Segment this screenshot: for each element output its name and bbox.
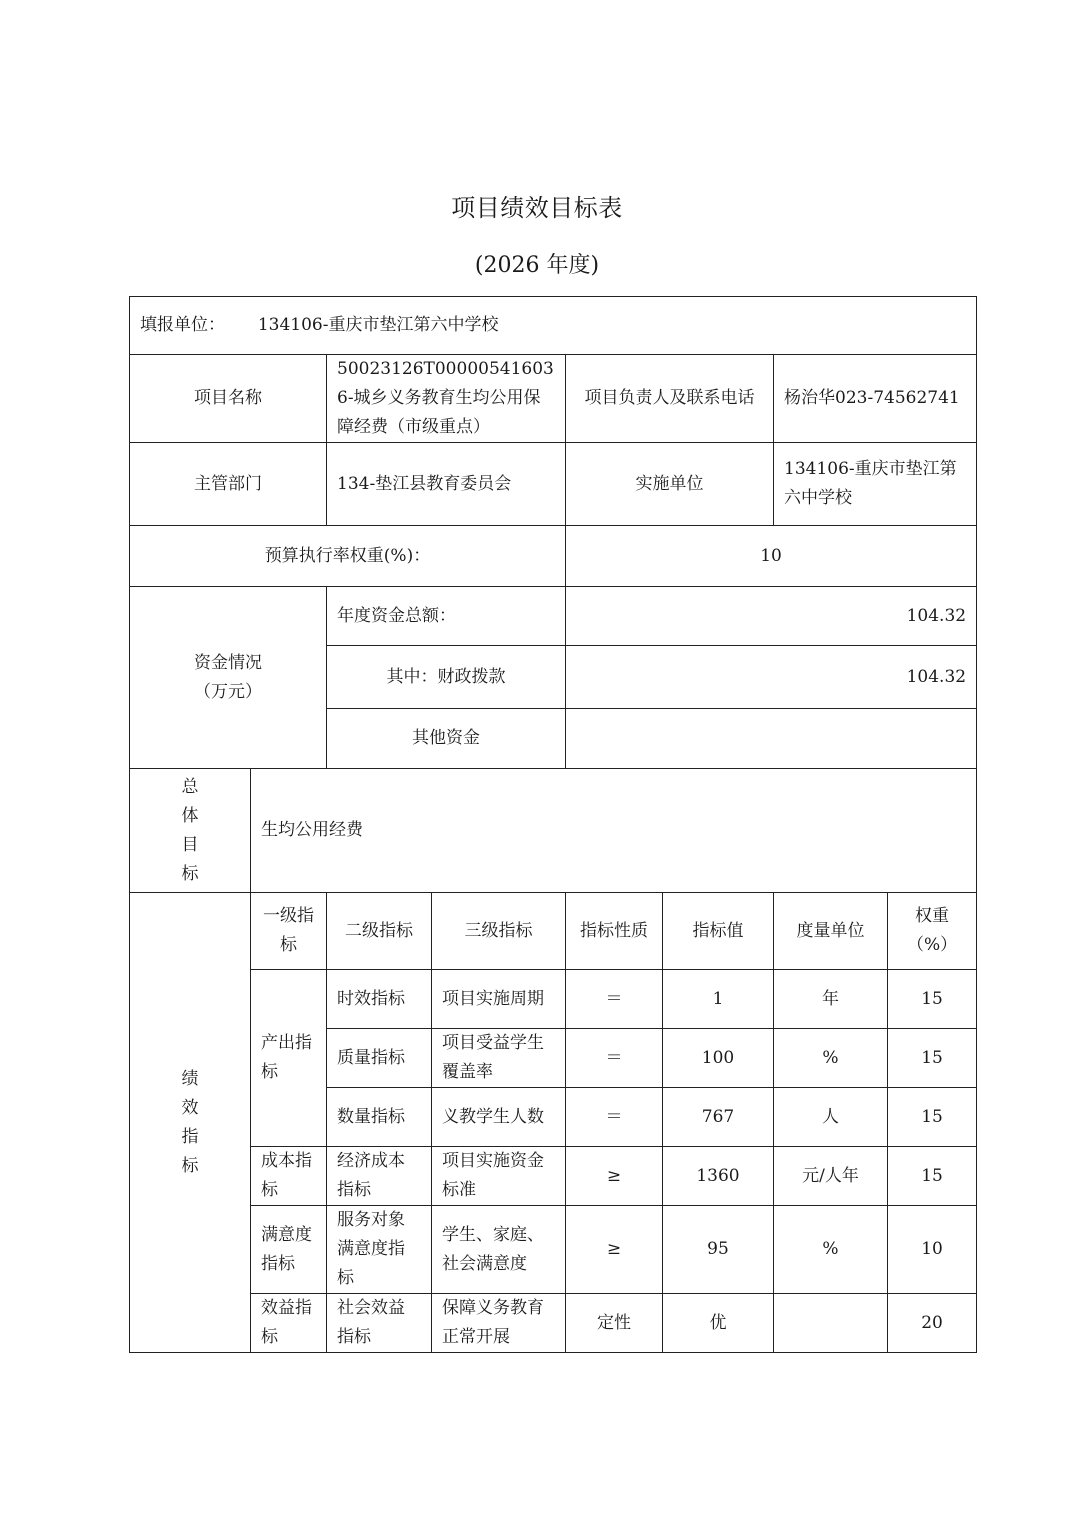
overall-goal-label (130, 769, 251, 893)
overall-goal-char: 体 (181, 805, 199, 826)
level2-cell: 数量指标 (327, 1088, 432, 1147)
nature-cell: ＝ (566, 1029, 663, 1088)
table-row (130, 1147, 977, 1206)
indicators-char: 效 (181, 1097, 199, 1118)
impl-unit-value: 134106-重庆市垫江第六中学校 (774, 443, 977, 526)
budget-rate-row (130, 526, 977, 587)
nature-cell: ≥ (566, 1206, 663, 1294)
reporting-unit-cell (130, 297, 977, 355)
level1-cell: 产出指标 (251, 970, 327, 1147)
indicators-label (130, 893, 251, 1353)
weight-cell: 15 (888, 1088, 977, 1147)
level3-cell: 义教学生人数 (432, 1088, 566, 1147)
value-cell: 767 (663, 1088, 774, 1147)
fund-other-label: 其他资金 (327, 709, 566, 769)
fund-total-label: 年度资金总额： (327, 587, 566, 646)
col-header-nature: 指标性质 (566, 893, 663, 970)
weight-cell: 20 (888, 1294, 977, 1353)
overall-goal-char: 标 (181, 863, 199, 884)
col-header-level3: 三级指标 (432, 893, 566, 970)
value-cell: 1360 (663, 1147, 774, 1206)
project-name-row (130, 355, 977, 443)
performance-target-table (129, 296, 977, 1353)
dept-value: 134-垫江县教育委员会 (327, 443, 566, 526)
weight-cell: 15 (888, 970, 977, 1029)
nature-cell: ≥ (566, 1147, 663, 1206)
fund-total-value: 104.32 (566, 587, 977, 646)
fund-fiscal-label: 其中：财政拨款 (327, 646, 566, 709)
value-cell: 100 (663, 1029, 774, 1088)
nature-cell: ＝ (566, 970, 663, 1029)
nature-cell: 定性 (566, 1294, 663, 1353)
department-row (130, 443, 977, 526)
level3-cell: 项目受益学生覆盖率 (432, 1029, 566, 1088)
budget-rate-label: 预算执行率权重(%)： (130, 526, 566, 587)
funds-label-line2: （万元） (194, 681, 262, 702)
document-year: (2026 年度) (474, 253, 600, 278)
funds-label (130, 587, 327, 769)
unit-cell (774, 1294, 888, 1353)
col-header-value: 指标值 (663, 893, 774, 970)
unit-cell: 人 (774, 1088, 888, 1147)
indicator-header-row (130, 893, 977, 970)
indicators-char: 标 (181, 1155, 199, 1176)
level1-cell: 效益指标 (251, 1294, 327, 1353)
fund-other-value (566, 709, 977, 769)
project-contact-value: 杨治华023-74562741 (774, 355, 977, 443)
table-row (130, 1206, 977, 1294)
fund-fiscal-value: 104.32 (566, 646, 977, 709)
col-header-level2: 二级指标 (327, 893, 432, 970)
unit-cell: 元/人年 (774, 1147, 888, 1206)
level1-cell: 满意度指标 (251, 1206, 327, 1294)
level3-cell: 项目实施周期 (432, 970, 566, 1029)
overall-goal-char: 目 (181, 834, 199, 855)
value-cell: 1 (663, 970, 774, 1029)
nature-cell: ＝ (566, 1088, 663, 1147)
table-row (130, 970, 977, 1029)
project-name-label: 项目名称 (130, 355, 327, 443)
unit-cell: % (774, 1206, 888, 1294)
col-header-weight: 权重（%） (888, 893, 977, 970)
indicators-char: 绩 (181, 1068, 199, 1089)
level2-cell: 时效指标 (327, 970, 432, 1029)
value-cell: 优 (663, 1294, 774, 1353)
reporting-unit-label: 填报单位： (140, 315, 225, 335)
indicators-char: 指 (181, 1126, 199, 1147)
overall-goal-char: 总 (181, 776, 199, 797)
unit-cell: 年 (774, 970, 888, 1029)
overall-goal-value: 生均公用经费 (251, 769, 977, 893)
level3-cell: 学生、家庭、社会满意度 (432, 1206, 566, 1294)
reporting-unit-value: 134106-重庆市垫江第六中学校 (257, 315, 499, 335)
level1-cell: 成本指标 (251, 1147, 327, 1206)
value-cell: 95 (663, 1206, 774, 1294)
level3-cell: 项目实施资金标准 (432, 1147, 566, 1206)
weight-cell: 15 (888, 1147, 977, 1206)
level2-cell: 服务对象满意度指标 (327, 1206, 432, 1294)
level2-cell: 社会效益指标 (327, 1294, 432, 1353)
level2-cell: 经济成本指标 (327, 1147, 432, 1206)
funds-label-line1: 资金情况 (194, 652, 262, 673)
level2-cell: 质量指标 (327, 1029, 432, 1088)
unit-cell: % (774, 1029, 888, 1088)
impl-unit-label: 实施单位 (566, 443, 774, 526)
weight-cell: 15 (888, 1029, 977, 1088)
project-name-value: 50023126T000005416036-城乡义务教育生均公用保障经费（市级重点） (327, 355, 566, 443)
dept-label: 主管部门 (130, 443, 327, 526)
fund-total-row (130, 587, 977, 646)
document-title: 项目绩效目标表 (451, 194, 623, 222)
budget-rate-value: 10 (566, 526, 977, 587)
level3-cell: 保障义务教育正常开展 (432, 1294, 566, 1353)
col-header-level1: 一级指标 (251, 893, 327, 970)
weight-cell: 10 (888, 1206, 977, 1294)
project-contact-label: 项目负责人及联系电话 (566, 355, 774, 443)
col-header-unit: 度量单位 (774, 893, 888, 970)
reporting-unit-row (130, 297, 977, 355)
table-row (130, 1294, 977, 1353)
overall-goal-row (130, 769, 977, 893)
